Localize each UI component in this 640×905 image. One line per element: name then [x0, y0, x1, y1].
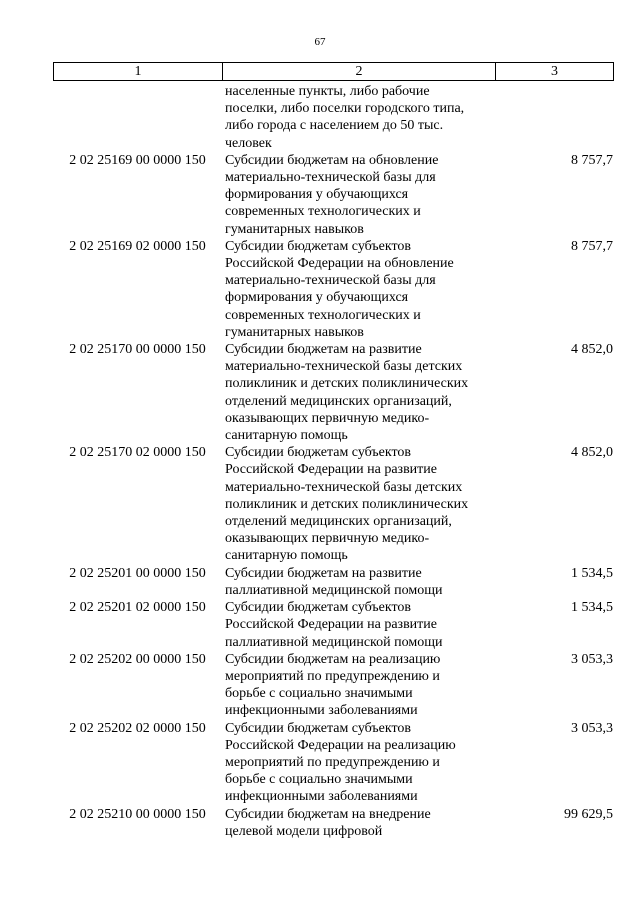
- description-line: Субсидии бюджетам субъектов: [225, 600, 412, 616]
- table-row: [53, 152, 614, 238]
- description-line: мероприятий по предупреждению и: [225, 754, 440, 770]
- budget-code: 2 02 25201 02 0000 150: [69, 600, 206, 616]
- description-line: поселки, либо поселки городского типа,: [225, 101, 465, 117]
- header-col-3: 3: [551, 63, 558, 79]
- description-line: Субсидии бюджетам субъектов: [225, 445, 412, 461]
- amount: 1 534,5: [571, 600, 613, 616]
- table-row: [53, 238, 614, 341]
- table-header: [53, 62, 614, 81]
- description-line: поликлиник и детских поликлинических: [225, 376, 469, 392]
- description-line: Российской Федерации на обновление: [225, 256, 454, 272]
- description-line: Российской Федерации на развитие: [225, 617, 437, 633]
- header-col-2: 2: [223, 63, 496, 80]
- description-line: борьбе с социально значимыми: [225, 772, 413, 788]
- description-line: мероприятий по предупреждению и: [225, 668, 440, 684]
- description-line: санитарную помощь: [225, 428, 348, 444]
- description-line: населенные пункты, либо рабочие: [225, 84, 430, 99]
- description: [222, 651, 495, 720]
- description: [222, 152, 495, 238]
- description: [222, 565, 495, 599]
- amount: 8 757,7: [571, 152, 613, 168]
- description: [222, 720, 495, 806]
- description-line: Российской Федерации на развитие: [225, 462, 437, 478]
- description-line: Российской Федерации на реализацию: [225, 737, 456, 753]
- description-line: либо города с населением до 50 тыс.: [225, 118, 444, 134]
- description-line: инфекционными заболеваниями: [225, 789, 418, 805]
- table-row: [53, 720, 614, 806]
- table-row: [53, 651, 614, 720]
- table-row: [53, 83, 614, 152]
- table-row: [53, 599, 614, 651]
- description-line: материально-технической базы детских: [225, 479, 463, 495]
- amount: 1 534,5: [571, 565, 613, 581]
- description-line: санитарную помощь: [225, 548, 348, 564]
- table-body: [53, 83, 614, 840]
- budget-code: 2 02 25202 02 0000 150: [69, 720, 206, 736]
- budget-code: 2 02 25201 00 0000 150: [69, 565, 206, 581]
- description-line: формирования у обучающихся: [225, 290, 409, 306]
- description: [222, 599, 495, 651]
- description-line: паллиативной медицинской помощи: [225, 634, 443, 650]
- amount: 4 852,0: [571, 342, 613, 358]
- amount: 4 852,0: [571, 445, 613, 461]
- description-line: отделений медицинских организаций,: [225, 393, 452, 409]
- amount: 8 757,7: [571, 238, 613, 254]
- description-line: поликлиник и детских поликлинических: [225, 496, 469, 512]
- amount: 99 629,5: [564, 806, 613, 822]
- description: [222, 83, 495, 152]
- amount: 3 053,3: [571, 720, 613, 736]
- page-number: 67: [314, 36, 326, 48]
- table-row: [53, 565, 614, 599]
- description-line: Субсидии бюджетам на реализацию: [225, 651, 441, 667]
- description-line: Субсидии бюджетам субъектов: [225, 720, 412, 736]
- budget-code: 2 02 25170 00 0000 150: [69, 342, 206, 358]
- description: [222, 341, 495, 444]
- description-line: инфекционными заболеваниями: [225, 703, 418, 719]
- description-line: Субсидии бюджетам на внедрение: [225, 806, 431, 822]
- description-line: гуманитарных навыков: [225, 221, 364, 237]
- description-line: Субсидии бюджетам субъектов: [225, 238, 412, 254]
- description-line: материально-технической базы детских: [225, 359, 463, 375]
- budget-code: 2 02 25210 00 0000 150: [69, 806, 206, 822]
- amount: 3 053,3: [571, 651, 613, 667]
- description-line: оказывающих первичную медико-: [225, 531, 430, 547]
- budget-code: 2 02 25169 02 0000 150: [69, 238, 206, 254]
- description: [222, 238, 495, 341]
- description-line: человек: [225, 135, 272, 151]
- description-line: материально-технической базы для: [225, 273, 436, 289]
- table-row: [53, 341, 614, 444]
- header-col-1: 1: [54, 63, 223, 80]
- description-line: Субсидии бюджетам на развитие: [225, 565, 422, 581]
- budget-code: 2 02 25169 00 0000 150: [69, 152, 206, 168]
- budget-code: 2 02 25170 02 0000 150: [69, 445, 206, 461]
- description-line: целевой модели цифровой: [225, 823, 383, 839]
- description: [222, 806, 495, 840]
- description-line: Субсидии бюджетам на обновление: [225, 152, 439, 168]
- description-line: материально-технической базы для: [225, 170, 436, 186]
- table-row: [53, 806, 614, 840]
- description-line: современных технологических и: [225, 307, 421, 323]
- description: [222, 444, 495, 564]
- description-line: Субсидии бюджетам на развитие: [225, 342, 422, 358]
- description-line: гуманитарных навыков: [225, 324, 364, 340]
- description-line: отделений медицинских организаций,: [225, 514, 452, 530]
- description-line: оказывающих первичную медико-: [225, 410, 430, 426]
- description-line: паллиативной медицинской помощи: [225, 582, 443, 598]
- description-line: современных технологических и: [225, 204, 421, 220]
- budget-code: 2 02 25202 00 0000 150: [69, 651, 206, 667]
- table-row: [53, 444, 614, 564]
- description-line: борьбе с социально значимыми: [225, 686, 413, 702]
- description-line: формирования у обучающихся: [225, 187, 409, 203]
